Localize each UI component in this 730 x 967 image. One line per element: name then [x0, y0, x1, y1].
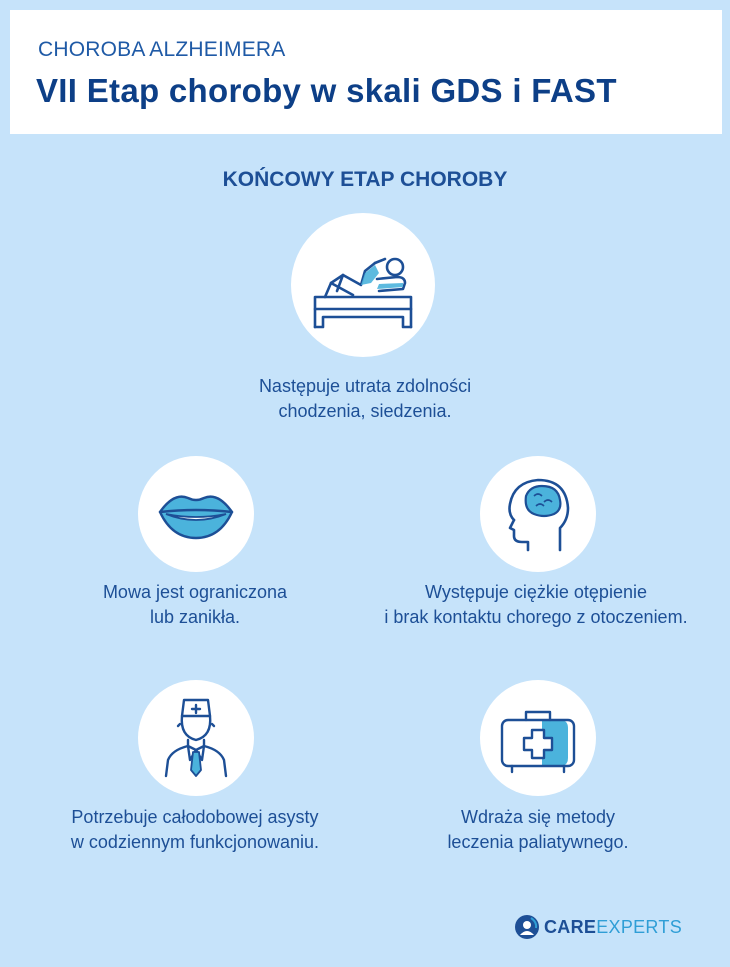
caption-dementia — [336, 580, 730, 630]
header-eyebrow: CHOROBA ALZHEIMERA — [38, 38, 286, 61]
logo-text — [544, 917, 682, 938]
caption-line: w codziennym funkcjonowaniu. — [70, 832, 320, 852]
careexperts-logo-icon — [514, 914, 540, 940]
caption-line: Następuje utrata zdolności — [258, 376, 472, 396]
nurse-circle — [138, 680, 254, 796]
nurse-icon — [138, 680, 254, 796]
caption-line: leczenia paliatywnego. — [447, 832, 629, 852]
caption-palliative — [388, 805, 688, 855]
caption-speech — [45, 580, 345, 630]
caption-line: Mowa jest ograniczona — [102, 582, 288, 602]
caption-line: chodzenia, siedzenia. — [278, 401, 452, 421]
caption-line: i brak kontaktu chorego z otoczeniem. — [384, 607, 688, 627]
section-title: KOŃCOWY ETAP CHOROBY — [222, 168, 508, 191]
caption-assistance — [21, 805, 369, 855]
caption-line: Potrzebuje całodobowej asysty — [71, 807, 319, 827]
logo-care: CARE — [544, 917, 597, 937]
first-aid-circle — [480, 680, 596, 796]
caption-line: Wdraża się metody — [460, 807, 616, 827]
caption-line: Występuje ciężkie otępienie — [425, 582, 647, 602]
caption-line: lub zanikła. — [149, 607, 241, 627]
bed-patient-icon — [291, 213, 435, 357]
first-aid-kit-icon — [480, 680, 596, 796]
lips-circle — [138, 456, 254, 572]
logo-experts: EXPERTS — [596, 917, 683, 937]
header-banner — [10, 10, 722, 134]
page-title: VII Etap choroby w skali GDS i FAST — [36, 72, 617, 109]
lips-icon — [138, 456, 254, 572]
head-circle — [480, 456, 596, 572]
careexperts-logo — [514, 912, 694, 942]
head-brain-icon — [480, 456, 596, 572]
bed-circle — [291, 213, 435, 357]
caption-walking — [215, 374, 515, 424]
